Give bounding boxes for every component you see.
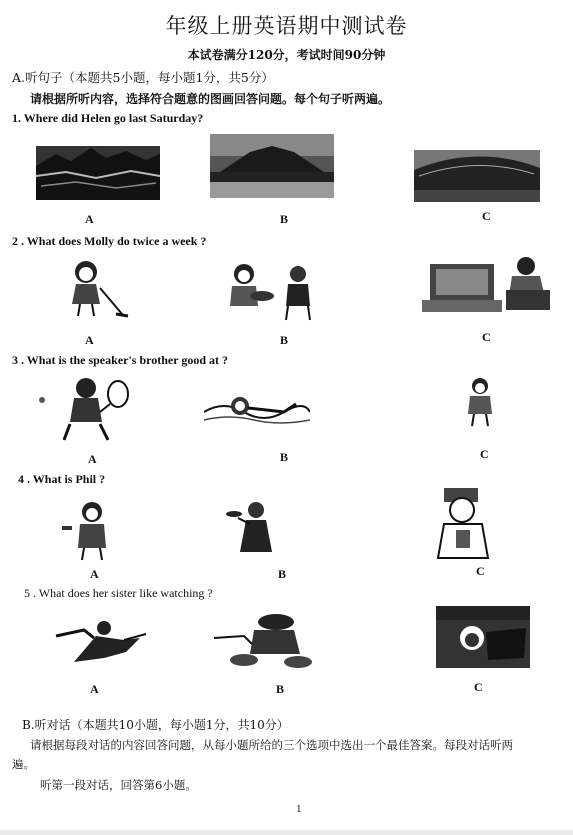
- page-number: 1: [296, 803, 302, 815]
- q5-label-a: A: [90, 682, 99, 696]
- q3-option-b-image: [204, 390, 310, 430]
- q3-option-a-image: [38, 376, 140, 442]
- q4-label-c: C: [476, 564, 485, 578]
- q1-label-b: B: [280, 212, 289, 226]
- q4-option-a-image: [62, 500, 128, 562]
- q5-label-c: C: [474, 680, 483, 694]
- question-1: 1. Where did Helen go last Saturday?: [12, 111, 204, 125]
- question-5: 5 . What does her sister like watching ?: [24, 586, 213, 600]
- q3-label-c: C: [480, 447, 489, 461]
- section-a-heading: A.听句子（本题共5小题，每小题1分，共5分）: [12, 70, 274, 85]
- question-3: 3 . What is the speaker's brother good at ?: [12, 353, 229, 367]
- q1-label-a: A: [85, 212, 94, 226]
- question-2: 2 . What does Molly do twice a week ?: [12, 234, 207, 248]
- q4-label-b: B: [278, 567, 287, 581]
- question-4: 4 . What is Phil ?: [18, 472, 106, 486]
- q3-label-b: B: [280, 450, 289, 464]
- section-b-heading: B.听对话（本题共10小题，每小题1分，共10分）: [22, 718, 289, 732]
- q3-option-c-image: [460, 376, 504, 428]
- q2-option-a-image: [60, 258, 130, 320]
- q2-label-b: B: [280, 333, 289, 347]
- q4-label-a: A: [90, 567, 99, 581]
- q1-option-b-image: [210, 134, 334, 198]
- q2-label-c: C: [482, 330, 491, 344]
- q3-label-a: A: [88, 452, 97, 466]
- q1-option-a-image: [36, 136, 160, 200]
- q2-option-c-image: [422, 252, 552, 314]
- q5-option-a-image: [54, 618, 150, 666]
- q2-label-a: A: [85, 333, 94, 347]
- q4-option-b-image: [226, 500, 282, 556]
- page-title: 年级上册英语期中测试卷: [165, 14, 408, 38]
- section-b-instruction-cont: 遍。: [12, 757, 35, 771]
- q1-label-c: C: [482, 209, 491, 223]
- q4-option-c-image: [432, 486, 498, 560]
- q1-option-c-image: [414, 150, 540, 202]
- exam-info: 本试卷满分120分，考试时间90分钟: [187, 48, 386, 62]
- section-b-instruction: 请根据每段对话的内容回答问题，从每小题所给的三个选项中选出一个最佳答案。每段对话听两: [30, 738, 513, 752]
- section-b-sub-instruction: 听第一段对话，回答第6小题。: [40, 778, 197, 792]
- q5-option-c-image: [436, 606, 530, 668]
- page-bottom-edge: [0, 830, 573, 835]
- q5-option-b-image: [214, 608, 316, 670]
- q5-label-b: B: [276, 682, 285, 696]
- section-a-instruction: 请根据所听内容，选择符合题意的图画回答问题。每个句子听两遍。: [30, 92, 391, 106]
- q2-option-b-image: [222, 262, 322, 322]
